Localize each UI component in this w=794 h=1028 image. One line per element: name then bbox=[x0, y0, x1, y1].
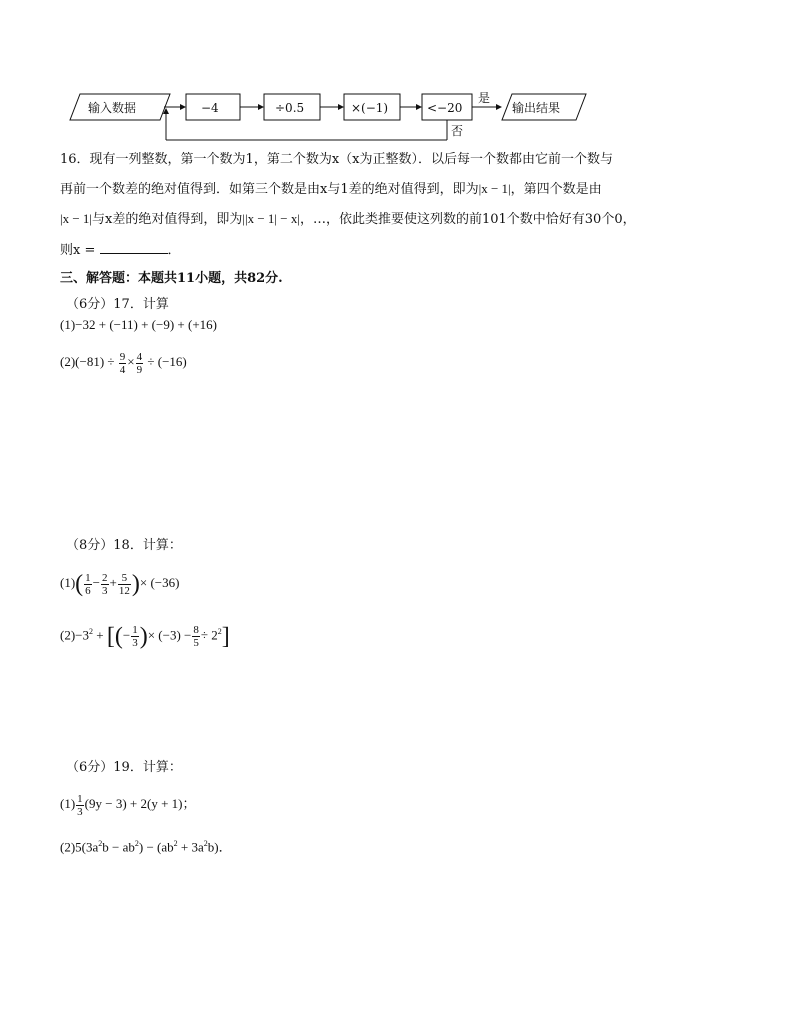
q18-rbracket: ] bbox=[221, 623, 230, 650]
q18-p2f2-num: 8 bbox=[193, 623, 199, 636]
q16-line3-text-a: 与x差的绝对值得到，即为 bbox=[92, 212, 243, 227]
arrowhead-1 bbox=[180, 104, 186, 110]
q16-line4 bbox=[60, 240, 181, 260]
q19-exp2: 2 bbox=[134, 839, 139, 848]
q18-f1-den: 6 bbox=[85, 584, 91, 597]
q16-line2-text-b: ，第四个数是由 bbox=[510, 182, 602, 197]
q17-part2-b: ÷ (−16) bbox=[147, 354, 187, 369]
q17-frac1-den: 4 bbox=[119, 363, 126, 376]
section3-title: 三、解答题：本题共11小题，共82分. bbox=[60, 271, 283, 286]
q16-abs-x-minus-1: |x − 1| bbox=[478, 181, 511, 196]
q19-exp4: 2 bbox=[203, 839, 208, 848]
q18-part2-plus: + bbox=[93, 627, 107, 643]
q19-exp3: 2 bbox=[173, 839, 178, 848]
yes-label: 是 bbox=[478, 91, 491, 105]
no-label: 否 bbox=[451, 124, 464, 138]
q16-line4-text-b: ． bbox=[167, 243, 181, 258]
q17-part1-expr: −32 + (−11) + (−9) + (+16) bbox=[75, 317, 217, 332]
q17-part1 bbox=[60, 316, 217, 334]
q19-part2-d: + 3a bbox=[177, 839, 204, 855]
q18-f2-num: 2 bbox=[102, 571, 108, 584]
q18-p2f1-den: 3 bbox=[132, 636, 138, 649]
q19-f-num: 1 bbox=[77, 792, 83, 805]
q17-part2 bbox=[60, 346, 187, 378]
q16-nested-abs-expr: ||x − 1| − x| bbox=[242, 211, 300, 226]
q19-f-den: 3 bbox=[77, 805, 83, 818]
flowchart bbox=[60, 84, 600, 142]
q18-part2-mid: × (−3) − bbox=[147, 627, 192, 643]
q18-f2-den: 3 bbox=[102, 584, 108, 597]
q17-fraction-4-9 bbox=[136, 351, 144, 376]
q18-lparen2: ( bbox=[114, 623, 123, 650]
q19-part2 bbox=[60, 832, 232, 859]
q16-line2-text-a: 再前一个数差的绝对值得到．如第三个数是由x与1差的绝对值得到，即为 bbox=[60, 182, 479, 197]
q19-header: （6分）19．计算： bbox=[66, 760, 182, 775]
q17-frac2-den: 9 bbox=[136, 363, 143, 376]
q18-lbracket: [ bbox=[106, 623, 115, 650]
q19-part1-expr: (9y − 3) + 2(y + 1)； bbox=[84, 796, 196, 811]
q18-header: （8分）18．计算： bbox=[66, 538, 182, 553]
box-divide-half-label: ÷0.5 bbox=[275, 101, 305, 115]
q18-fraction-2-3 bbox=[101, 572, 109, 597]
q16-line2 bbox=[60, 180, 602, 199]
q18-rparen2: ) bbox=[139, 623, 148, 650]
q16-line4-text-a: 则x = bbox=[60, 243, 96, 258]
q18-f3-den: 12 bbox=[118, 584, 130, 597]
q18-part2-div: ÷ 2 bbox=[200, 627, 218, 643]
q17-frac2-num: 4 bbox=[136, 350, 143, 363]
arrowhead-4 bbox=[416, 104, 422, 110]
input-label: 输入数据 bbox=[88, 101, 137, 115]
q19-part2-a: 5(3a bbox=[75, 839, 99, 855]
q18-part2 bbox=[60, 612, 230, 656]
q18-minus: − bbox=[92, 575, 101, 590]
q19-fraction-1-3 bbox=[76, 793, 84, 818]
q18-part2-div-exp: 2 bbox=[217, 627, 222, 636]
box-minus-4-label: −4 bbox=[201, 101, 219, 115]
output-label: 输出结果 bbox=[512, 101, 561, 115]
q16-line3 bbox=[60, 210, 636, 229]
q17-part1-label: (1) bbox=[60, 317, 76, 332]
q16-line1-text: 16．现有一列整数，第一个数为1，第二个数为x（x为正整数）．以后每一个数都由它前一个数与 bbox=[60, 152, 613, 167]
q19-part2-c: ) − (ab bbox=[138, 839, 174, 855]
q18-part1 bbox=[60, 565, 179, 602]
q17-part2-a: (−81) ÷ bbox=[75, 354, 115, 369]
q19-exp1: 2 bbox=[98, 839, 103, 848]
q17-header: （6分）17．计算 bbox=[66, 297, 169, 312]
q18-p2f1-num: 1 bbox=[132, 623, 138, 636]
arrowhead-3 bbox=[338, 104, 344, 110]
q17-frac1-num: 9 bbox=[119, 350, 126, 363]
q18-part2-label: (2) bbox=[60, 627, 76, 643]
q19-part2-label: (2) bbox=[60, 839, 76, 855]
q18-part2-neg: − bbox=[122, 627, 131, 643]
arrowhead-yes bbox=[496, 104, 502, 110]
q18-fraction-8-5 bbox=[192, 624, 200, 649]
arrowhead-2 bbox=[258, 104, 264, 110]
q18-part2-a-exp: 2 bbox=[89, 627, 94, 636]
q19-part1-label: (1) bbox=[60, 796, 76, 811]
q16-abs-expr-1: |x − 1| bbox=[60, 211, 93, 226]
q19-part1 bbox=[60, 786, 195, 822]
q18-fraction-1-6 bbox=[84, 572, 92, 597]
q19-part2-e: b)． bbox=[207, 839, 232, 855]
q18-fraction-5-12 bbox=[118, 572, 131, 597]
q18-p2f2-den: 5 bbox=[193, 636, 199, 649]
q18-lparen: ( bbox=[75, 571, 84, 598]
q18-f3-num: 5 bbox=[118, 572, 131, 585]
q18-part1-tail: × (−36) bbox=[139, 575, 180, 590]
q17-times: × bbox=[127, 354, 135, 369]
q19-part2-b: b − ab bbox=[102, 839, 135, 855]
q17-fraction-9-4 bbox=[119, 351, 127, 376]
q18-plus: + bbox=[109, 575, 117, 590]
q18-rparen: ) bbox=[131, 571, 140, 598]
box-times-neg1-label: ×(−1) bbox=[351, 101, 389, 115]
q18-part1-label: (1) bbox=[60, 575, 76, 590]
q18-part2-a: −3 bbox=[75, 627, 90, 643]
box-compare-label: <−20 bbox=[427, 101, 463, 115]
q18-f1-num: 1 bbox=[85, 571, 91, 584]
q16-answer-blank[interactable] bbox=[100, 240, 168, 254]
q17-part2-label: (2) bbox=[60, 354, 76, 369]
q16-line1 bbox=[60, 151, 613, 169]
q18-fraction-1-3 bbox=[131, 624, 139, 649]
q16-line3-text-b: ，…，依此类推要使这列数的前101个数中恰好有30个0， bbox=[299, 212, 636, 227]
